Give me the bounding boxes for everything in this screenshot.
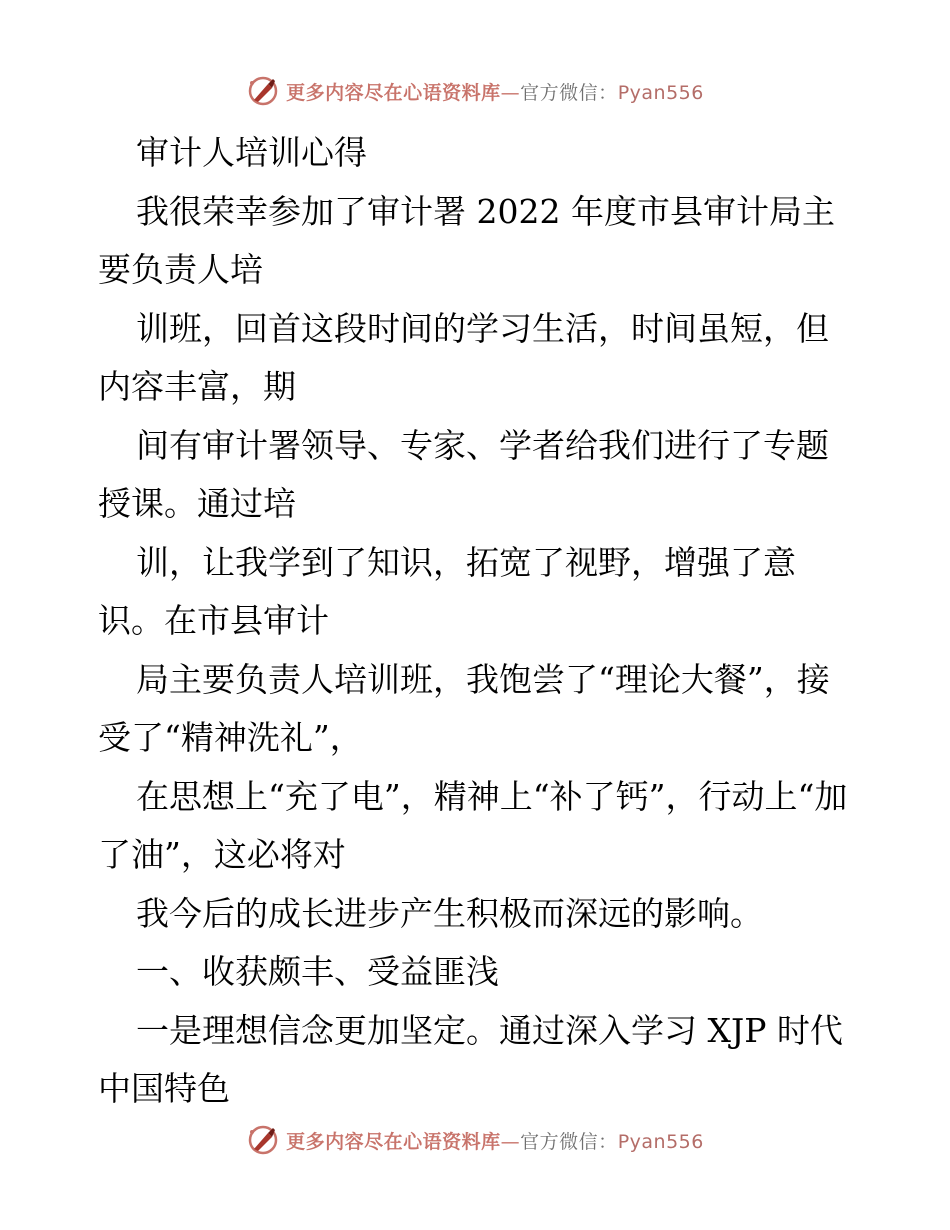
document-body: [98, 124, 858, 1119]
watermark-wechat-label: 官方微信：: [520, 1130, 618, 1153]
footer-watermark-banner: [0, 1120, 950, 1160]
watermark-dash: —: [500, 1130, 521, 1153]
paragraph: 局主要负责人培训班，我饱尝了“理论大餐”，接受了“精神洗礼”，: [98, 659, 830, 757]
paragraph: 间有审计署领导、专家、学者给我们进行了专题授课。通过培: [98, 425, 829, 523]
pen-nib-seal-icon: [246, 74, 280, 108]
section-heading: 一、收获颇丰、受益匪浅: [136, 952, 499, 991]
watermark-text: [286, 78, 704, 105]
watermark-wechat-handle: Pyan556: [617, 81, 704, 104]
pen-nib-seal-icon: [246, 1123, 280, 1157]
paragraph: 训，让我学到了知识，拓宽了视野，增强了意识。在市县审计: [98, 542, 796, 640]
watermark-dash: —: [500, 81, 521, 104]
paragraph: 我今后的成长进步产生积极而深远的影响。: [136, 893, 763, 933]
watermark-text: [286, 1127, 704, 1154]
paragraph: 训班，回首这段时间的学习生活，时间虽短，但内容丰富，期: [98, 308, 829, 406]
paragraph: 我很荣幸参加了审计署 2022 年度市县审计局主要负责人培: [98, 191, 835, 289]
watermark-brand: 更多内容尽在心语资料库: [286, 81, 501, 104]
header-watermark-banner: [0, 71, 950, 111]
paragraph: 一是理想信念更加坚定。通过深入学习 XJP 时代中国特色: [98, 1010, 843, 1108]
document-title: 审计人培训心得: [136, 133, 367, 172]
watermark-brand: 更多内容尽在心语资料库: [286, 1130, 501, 1153]
watermark-wechat-label: 官方微信：: [520, 81, 618, 104]
watermark-wechat-handle: Pyan556: [617, 1130, 704, 1153]
paragraph: 在思想上“充了电”，精神上“补了钙”，行动上“加了油”，这必将对: [98, 776, 848, 874]
